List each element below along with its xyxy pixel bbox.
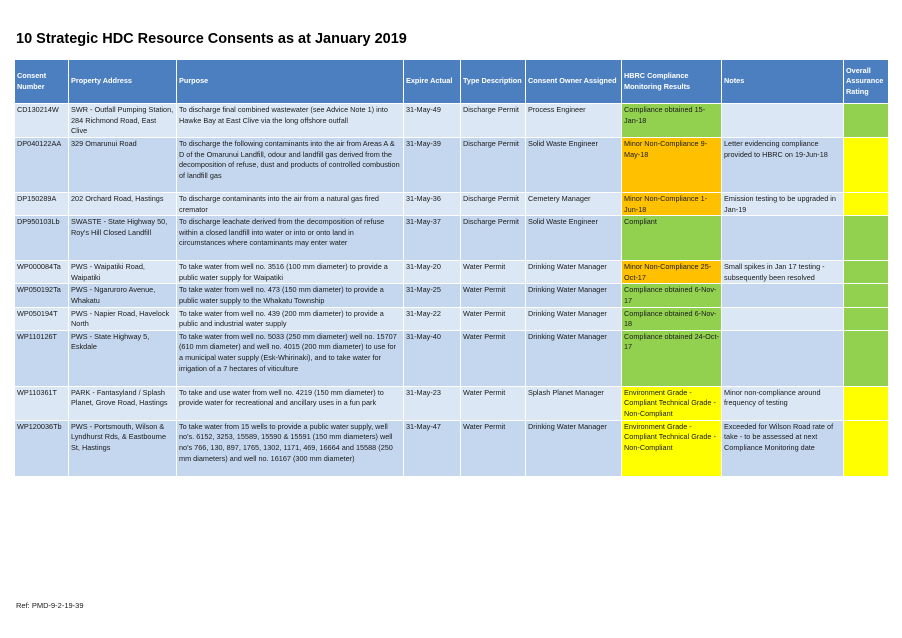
compliance-cell: Minor Non-Compliance 25-Oct-17	[622, 261, 722, 284]
property-address-cell: PWS - Ngaruroro Avenue, Whakatu	[69, 284, 177, 307]
compliance-cell: Minor Non-Compliance 9-May-18	[622, 138, 722, 193]
rating-cell	[844, 386, 889, 420]
consent-number-cell: WP000084Ta	[15, 261, 69, 284]
page-title: 10 Strategic HDC Resource Consents as at January 2019	[16, 31, 407, 47]
compliance-cell: Environment Grade - Compliant Technical Grade - Non-Compliant	[622, 386, 722, 420]
notes-cell	[722, 284, 844, 307]
notes-cell	[722, 330, 844, 386]
expire-cell: 31-May-49	[404, 104, 461, 138]
type-cell: Water Permit	[461, 307, 526, 330]
expire-cell: 31-May-37	[404, 216, 461, 261]
table-row	[15, 386, 889, 420]
rating-cell	[844, 193, 889, 216]
property-address-cell: 202 Orchard Road, Hastings	[69, 193, 177, 216]
compliance-cell: Compliant	[622, 216, 722, 261]
notes-cell	[722, 307, 844, 330]
consent-number-cell: DP950103Lb	[15, 216, 69, 261]
consents-table	[14, 59, 889, 477]
compliance-cell: Minor Non-Compliance 1-Jun-18	[622, 193, 722, 216]
consent-number-cell: WP110126T	[15, 330, 69, 386]
expire-cell: 31-May-40	[404, 330, 461, 386]
table-row	[15, 307, 889, 330]
table-row	[15, 261, 889, 284]
column-header: HBRC Compliance Monitoring Results	[622, 60, 722, 104]
owner-cell: Splash Planet Manager	[526, 386, 622, 420]
rating-cell	[844, 138, 889, 193]
column-header: Consent Number	[15, 60, 69, 104]
owner-cell: Solid Waste Engineer	[526, 138, 622, 193]
compliance-cell: Compliance obtained 6-Nov-18	[622, 307, 722, 330]
column-header: Notes	[722, 60, 844, 104]
property-address-cell: PWS - State Highway 5, Eskdale	[69, 330, 177, 386]
purpose-cell: To take and use water from well no. 4219 (150 mm diameter) to provide water for recreational and ancillary uses in a fun park	[177, 386, 404, 420]
owner-cell: Drinking Water Manager	[526, 420, 622, 476]
purpose-cell: To discharge final combined wastewater (see Advice Note 1) into Hawke Bay at East Clive via the long offshore outfall	[177, 104, 404, 138]
reference-number: Ref: PMD-9-2-19-39	[16, 601, 84, 610]
type-cell: Water Permit	[461, 386, 526, 420]
expire-cell: 31-May-25	[404, 284, 461, 307]
type-cell: Water Permit	[461, 330, 526, 386]
property-address-cell: SWR - Outfall Pumping Station, 284 Richmond Road, East Clive	[69, 104, 177, 138]
table-header-row	[15, 60, 889, 104]
purpose-cell: To discharge leachate derived from the decomposition of refuse within a closed landfill into water or into or onto land in circumstances where contaminants may enter water	[177, 216, 404, 261]
purpose-cell: To take water from 15 wells to provide a public water supply, well no's. 6152, 3253, 15589, 15590 & 15591 (150 mm diameters) well no's 766, 130, 897, 1765, 1302, 1171, 469, 16664 and 15588 (250 mm diameters) and well no. 16167 (300 mm diameter)	[177, 420, 404, 476]
owner-cell: Drinking Water Manager	[526, 261, 622, 284]
rating-cell	[844, 216, 889, 261]
purpose-cell: To take water from well no. 5033 (250 mm diameter) well no. 15707 (610 mm diameter) and well no. 4015 (200 mm diameter) to use for a municipal water supply (Esk-Whirinaki), and to take water for irrigation of a 7 hectares of viticulture	[177, 330, 404, 386]
rating-cell	[844, 284, 889, 307]
rating-cell	[844, 307, 889, 330]
rating-cell	[844, 330, 889, 386]
notes-cell	[722, 216, 844, 261]
type-cell: Water Permit	[461, 420, 526, 476]
purpose-cell: To take water from well no. 473 (150 mm diameter) to provide a public water supply to the Whakatu Township	[177, 284, 404, 307]
consent-number-cell: DP040122AA	[15, 138, 69, 193]
notes-cell: Letter evidencing compliance provided to HBRC on 19-Jun-18	[722, 138, 844, 193]
type-cell: Discharge Permit	[461, 138, 526, 193]
expire-cell: 31-May-47	[404, 420, 461, 476]
purpose-cell: To discharge contaminants into the air from a natural gas fired cremator	[177, 193, 404, 216]
purpose-cell: To take water from well no. 439 (200 mm diameter) to provide a public and industrial water supply	[177, 307, 404, 330]
consent-number-cell: WP120036Tb	[15, 420, 69, 476]
expire-cell: 31-May-23	[404, 386, 461, 420]
purpose-cell: To take water from well no. 3516 (100 mm diameter) to provide a public water supply for Waipatiki	[177, 261, 404, 284]
owner-cell: Solid Waste Engineer	[526, 216, 622, 261]
notes-cell: Exceeded for Wilson Road rate of take - to be assessed at next Compliance Monitoring date	[722, 420, 844, 476]
type-cell: Water Permit	[461, 261, 526, 284]
owner-cell: Drinking Water Manager	[526, 307, 622, 330]
notes-cell: Small spikes in Jan 17 testing - subsequently been resolved	[722, 261, 844, 284]
consent-number-cell: WP110361T	[15, 386, 69, 420]
rating-cell	[844, 261, 889, 284]
type-cell: Discharge Permit	[461, 216, 526, 261]
column-header: Type Description	[461, 60, 526, 104]
column-header: Overall Assurance Rating	[844, 60, 889, 104]
column-header: Purpose	[177, 60, 404, 104]
type-cell: Discharge Permit	[461, 104, 526, 138]
property-address-cell: PWS - Napier Road, Havelock North	[69, 307, 177, 330]
consent-number-cell: WP050194T	[15, 307, 69, 330]
notes-cell	[722, 104, 844, 138]
table-row	[15, 193, 889, 216]
table-row	[15, 104, 889, 138]
column-header: Property Address	[69, 60, 177, 104]
table-row	[15, 216, 889, 261]
compliance-cell: Compliance obtained 15-Jan-18	[622, 104, 722, 138]
table-row	[15, 138, 889, 193]
table-row	[15, 330, 889, 386]
owner-cell: Cemetery Manager	[526, 193, 622, 216]
column-header: Consent Owner Assigned	[526, 60, 622, 104]
property-address-cell: 329 Omarunui Road	[69, 138, 177, 193]
compliance-cell: Compliance obtained 24-Oct-17	[622, 330, 722, 386]
owner-cell: Process Engineer	[526, 104, 622, 138]
column-header: Expire Actual	[404, 60, 461, 104]
property-address-cell: SWASTE - State Highway 50, Roy's Hill Closed Landfill	[69, 216, 177, 261]
table-row	[15, 420, 889, 476]
property-address-cell: PARK - Fantasyland / Splash Planet, Grove Road, Hastings	[69, 386, 177, 420]
consent-number-cell: CD130214W	[15, 104, 69, 138]
compliance-cell: Environment Grade - Compliant Technical Grade - Non-Compliant	[622, 420, 722, 476]
expire-cell: 31-May-22	[404, 307, 461, 330]
expire-cell: 31-May-39	[404, 138, 461, 193]
owner-cell: Drinking Water Manager	[526, 284, 622, 307]
rating-cell	[844, 420, 889, 476]
rating-cell	[844, 104, 889, 138]
consent-number-cell: WP050192Ta	[15, 284, 69, 307]
owner-cell: Drinking Water Manager	[526, 330, 622, 386]
expire-cell: 31-May-20	[404, 261, 461, 284]
expire-cell: 31-May-36	[404, 193, 461, 216]
property-address-cell: PWS - Portsmouth, Wilson & Lyndhurst Rds, & Eastbourne St, Hastings	[69, 420, 177, 476]
purpose-cell: To discharge the following contaminants into the air from Areas A & D of the Omarunui Landfill, odour and landfill gas derived from the decomposition of refuse, dust and products of controlled combustion of landfill gas	[177, 138, 404, 193]
table-row	[15, 284, 889, 307]
compliance-cell: Compliance obtained 6-Nov-17	[622, 284, 722, 307]
type-cell: Discharge Permit	[461, 193, 526, 216]
consent-number-cell: DP150289A	[15, 193, 69, 216]
notes-cell: Emission testing to be upgraded in Jan-19	[722, 193, 844, 216]
type-cell: Water Permit	[461, 284, 526, 307]
notes-cell: Minor non-compliance around frequency of testing	[722, 386, 844, 420]
property-address-cell: PWS - Waipatiki Road, Waipatiki	[69, 261, 177, 284]
